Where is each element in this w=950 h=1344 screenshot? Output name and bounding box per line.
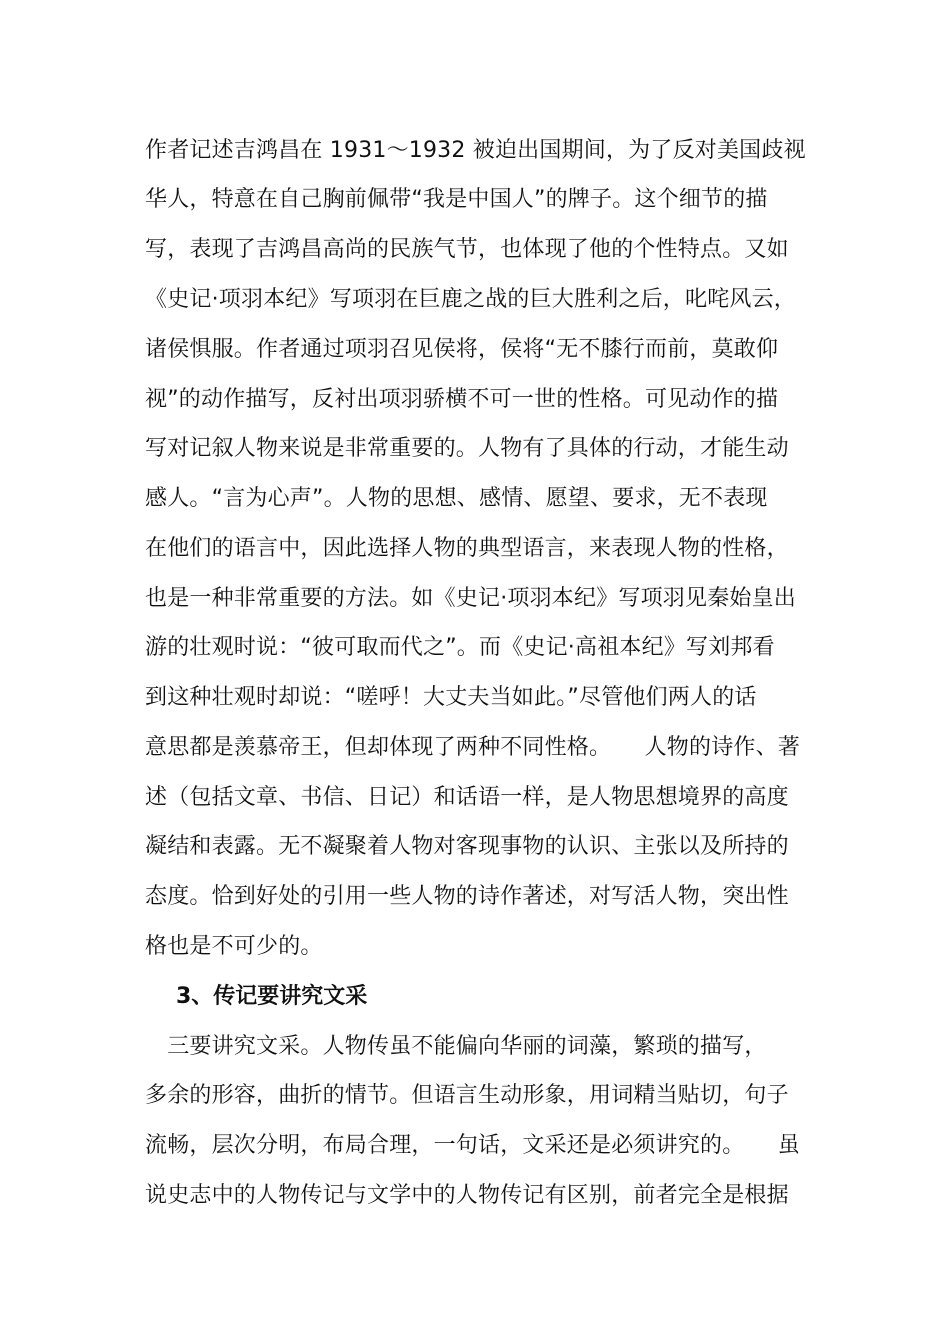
text-line: 态度。恰到好处的引用一些人物的诗作著述，对写活人物，突出性 xyxy=(145,884,789,909)
text-line: 说史志中的人物传记与文学中的人物传记有区别，前者完全是根据 xyxy=(145,1183,789,1208)
text-line: 述（包括文章、书信、日记）和话语一样，是人物思想境界的高度 xyxy=(145,785,789,810)
text-line: 作者记述吉鸿昌在 1931～1932 被迫出国期间，为了反对美国歧视 xyxy=(145,138,806,163)
text-line: 三要讲究文采。人物传虽不能偏向华丽的词藻，繁琐的描写， xyxy=(145,1034,767,1059)
text-line: 流畅，层次分明，布局合理，一句话，文采还是必须讲究的。 虽 xyxy=(145,1133,801,1158)
text-line: 在他们的语言中，因此选择人物的典型语言，来表现人物的性格， xyxy=(145,536,789,561)
text-line: 意思都是羡慕帝王，但却体现了两种不同性格。 人物的诗作、著 xyxy=(145,735,801,760)
text-line: 写，表现了吉鸿昌高尚的民族气节，也体现了他的个性特点。又如 xyxy=(145,237,789,262)
text-line: 诸侯惧服。作者通过项羽召见侯将，侯将“无不膝行而前，莫敢仰 xyxy=(145,337,779,362)
text-line: 华人，特意在自己胸前佩带“我是中国人”的牌子。这个细节的描 xyxy=(145,187,768,212)
text-line: 到这种壮观时却说：“嗟呼！大丈夫当如此。”尽管他们两人的话 xyxy=(145,685,757,710)
section-heading: 3、传记要讲究文采 xyxy=(176,984,368,1009)
text-line: 写对记叙人物来说是非常重要的。人物有了具体的行动，才能生动 xyxy=(145,436,789,461)
text-line: 《史记·项羽本纪》写项羽在巨鹿之战的巨大胜利之后，叱咤风云， xyxy=(145,287,796,312)
text-line: 视”的动作描写，反衬出项羽骄横不可一世的性格。可见动作的描 xyxy=(145,387,779,412)
text-line: 格也是不可少的。 xyxy=(145,934,323,959)
text-line: 游的壮观时说：“彼可取而代之”。而《史记·高祖本纪》写刘邦看 xyxy=(145,635,775,660)
text-line: 也是一种非常重要的方法。如《史记·项羽本纪》写项羽见秦始皇出 xyxy=(145,586,796,611)
text-line: 感人。“言为心声”。人物的思想、感情、愿望、要求，无不表现 xyxy=(145,486,768,511)
text-line: 多余的形容，曲折的情节。但语言生动形象，用词精当贴切，句子 xyxy=(145,1083,789,1108)
text-line: 凝结和表露。无不凝聚着人物对客现事物的认识、主张以及所持的 xyxy=(145,834,789,859)
